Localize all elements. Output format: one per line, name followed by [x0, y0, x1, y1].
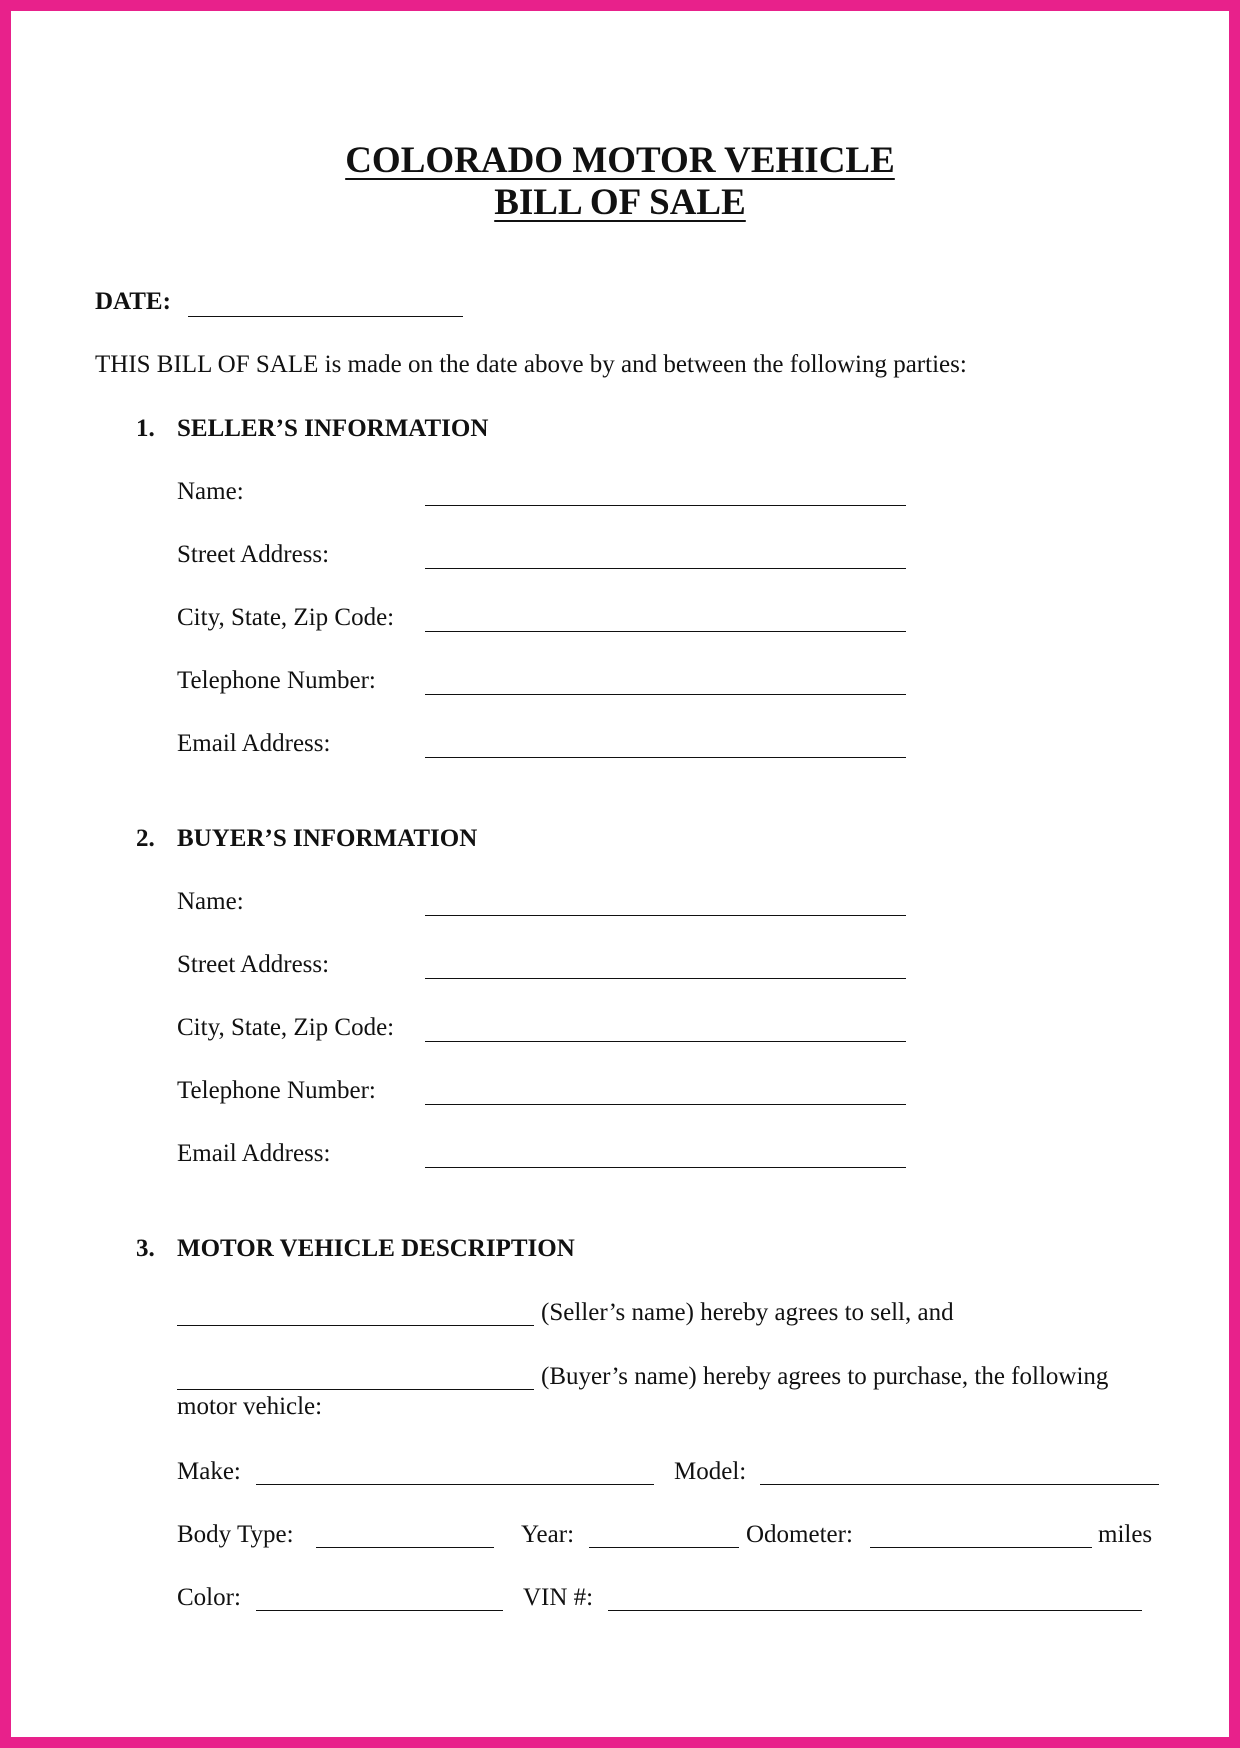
- buyer-name-label: Name:: [177, 888, 244, 915]
- body-type-label: Body Type:: [177, 1521, 294, 1548]
- make-label: Make:: [177, 1458, 241, 1485]
- seller-email-label: Email Address:: [177, 730, 331, 757]
- buyer-phone-field[interactable]: [425, 1104, 906, 1105]
- buyer-phone-label: Telephone Number:: [177, 1077, 376, 1104]
- seller-street-label: Street Address:: [177, 541, 330, 568]
- body-type-field[interactable]: [316, 1547, 494, 1548]
- odometer-label: Odometer:: [746, 1521, 853, 1548]
- seller-name-blank[interactable]: [177, 1325, 534, 1326]
- buyer-section-heading: BUYER’S INFORMATION: [177, 825, 478, 852]
- vehicle-section-heading: MOTOR VEHICLE DESCRIPTION: [177, 1235, 575, 1262]
- seller-section-heading: SELLER’S INFORMATION: [177, 415, 489, 442]
- buyer-email-field[interactable]: [425, 1167, 906, 1168]
- date-label: DATE:: [95, 288, 171, 315]
- intro-text: THIS BILL OF SALE is made on the date above by and between the following parties:: [95, 351, 967, 378]
- seller-phone-label: Telephone Number:: [177, 667, 376, 694]
- model-field[interactable]: [760, 1484, 1159, 1485]
- buyer-street-label: Street Address:: [177, 951, 330, 978]
- miles-label: miles: [1098, 1521, 1153, 1548]
- buyer-city-field[interactable]: [425, 1041, 906, 1042]
- date-field[interactable]: [188, 316, 463, 317]
- seller-city-label: City, State, Zip Code:: [177, 604, 395, 631]
- buyer-agree-text: (Buyer’s name) hereby agrees to purchase, the following: [541, 1363, 1109, 1390]
- buyer-name-field[interactable]: [425, 915, 906, 916]
- document-title-line1: COLORADO MOTOR VEHICLE: [345, 140, 895, 181]
- seller-city-field[interactable]: [425, 631, 906, 632]
- seller-name-label: Name:: [177, 478, 244, 505]
- buyer-city-label: City, State, Zip Code:: [177, 1014, 395, 1041]
- odometer-field[interactable]: [870, 1547, 1092, 1548]
- document-title-line2: BILL OF SALE: [494, 182, 746, 223]
- vin-label: VIN #:: [523, 1584, 594, 1611]
- buyer-street-field[interactable]: [425, 978, 906, 979]
- model-label: Model:: [674, 1458, 747, 1485]
- year-field[interactable]: [589, 1547, 739, 1548]
- buyer-name-blank[interactable]: [177, 1389, 534, 1390]
- vehicle-section-number: 3.: [136, 1235, 155, 1262]
- seller-agree-text: (Seller’s name) hereby agrees to sell, and: [541, 1299, 954, 1326]
- seller-email-field[interactable]: [425, 757, 906, 758]
- seller-section-number: 1.: [136, 415, 155, 442]
- buyer-email-label: Email Address:: [177, 1140, 331, 1167]
- make-field[interactable]: [256, 1484, 654, 1485]
- vin-field[interactable]: [608, 1610, 1142, 1611]
- seller-name-field[interactable]: [425, 505, 906, 506]
- seller-phone-field[interactable]: [425, 694, 906, 695]
- seller-street-field[interactable]: [425, 568, 906, 569]
- motor-vehicle-text: motor vehicle:: [177, 1393, 323, 1420]
- year-label: Year:: [521, 1521, 575, 1548]
- buyer-section-number: 2.: [136, 825, 155, 852]
- color-label: Color:: [177, 1584, 241, 1611]
- color-field[interactable]: [256, 1610, 503, 1611]
